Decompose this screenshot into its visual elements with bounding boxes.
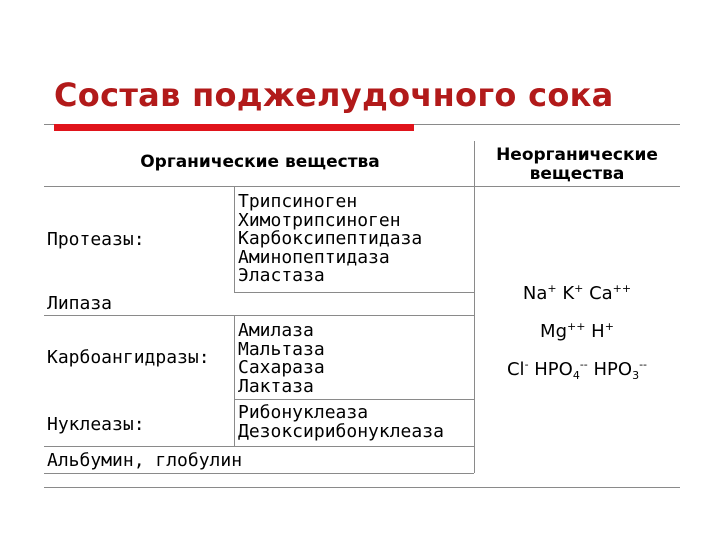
carbo-list [238, 322, 325, 396]
bottom-rule [44, 487, 680, 488]
list-item: Амилаза [238, 320, 314, 341]
list-item: Лактаза [238, 375, 314, 397]
carbo-rule [234, 399, 474, 400]
header-inorganic [474, 146, 680, 184]
list-item: Аминопептидаза [238, 246, 390, 268]
header-organic: Органические вещества [140, 152, 380, 172]
lipase-rule [44, 315, 474, 316]
proteases-rule [234, 292, 474, 293]
list-item: Трипсиноген [238, 191, 358, 212]
list-item: Сахараза [238, 357, 325, 378]
proteases-divider [234, 186, 235, 292]
proteases-label: Протеазы: [47, 229, 145, 250]
inorganic-row-3: Cl- $HPO_4^{--}$ $HPO_3^{--}$ [506, 358, 648, 382]
header-inorganic-line1: Неорганические [496, 145, 658, 165]
proteases-list [238, 193, 422, 286]
nuclease-rule [44, 446, 474, 447]
inorganic-row-2: Mg++ H+ [540, 320, 614, 342]
slide-title: Состав поджелудочного сока [54, 76, 614, 114]
lipase-label: Липаза [47, 293, 113, 314]
albumin-label: Альбумин, глобулин [47, 450, 243, 471]
header-inorganic-line2: вещества [529, 164, 625, 184]
list-item: Мальтаза [238, 338, 325, 360]
inorganic-row-1: Na+ K+ Ca++ [522, 282, 632, 304]
list-item: Рибонуклеаза [238, 402, 369, 423]
carbo-divider [234, 315, 235, 399]
header-rule-inorganic [474, 186, 680, 187]
nuclease-label: Нуклеазы: [47, 414, 145, 435]
accent-bar [54, 124, 414, 131]
list-item: Дезоксирибонуклеаза [238, 420, 444, 442]
list-item: Химотрипсиноген [238, 209, 401, 231]
list-item: Карбоксипептидаза [238, 228, 423, 249]
column-divider [474, 141, 475, 473]
carbo-label: Карбоангидразы: [47, 347, 210, 368]
list-item: Эластаза [238, 265, 325, 286]
nuclease-list [238, 404, 444, 441]
albumin-rule [44, 473, 474, 474]
nuclease-divider [234, 399, 235, 446]
header-rule-organic [44, 186, 474, 187]
